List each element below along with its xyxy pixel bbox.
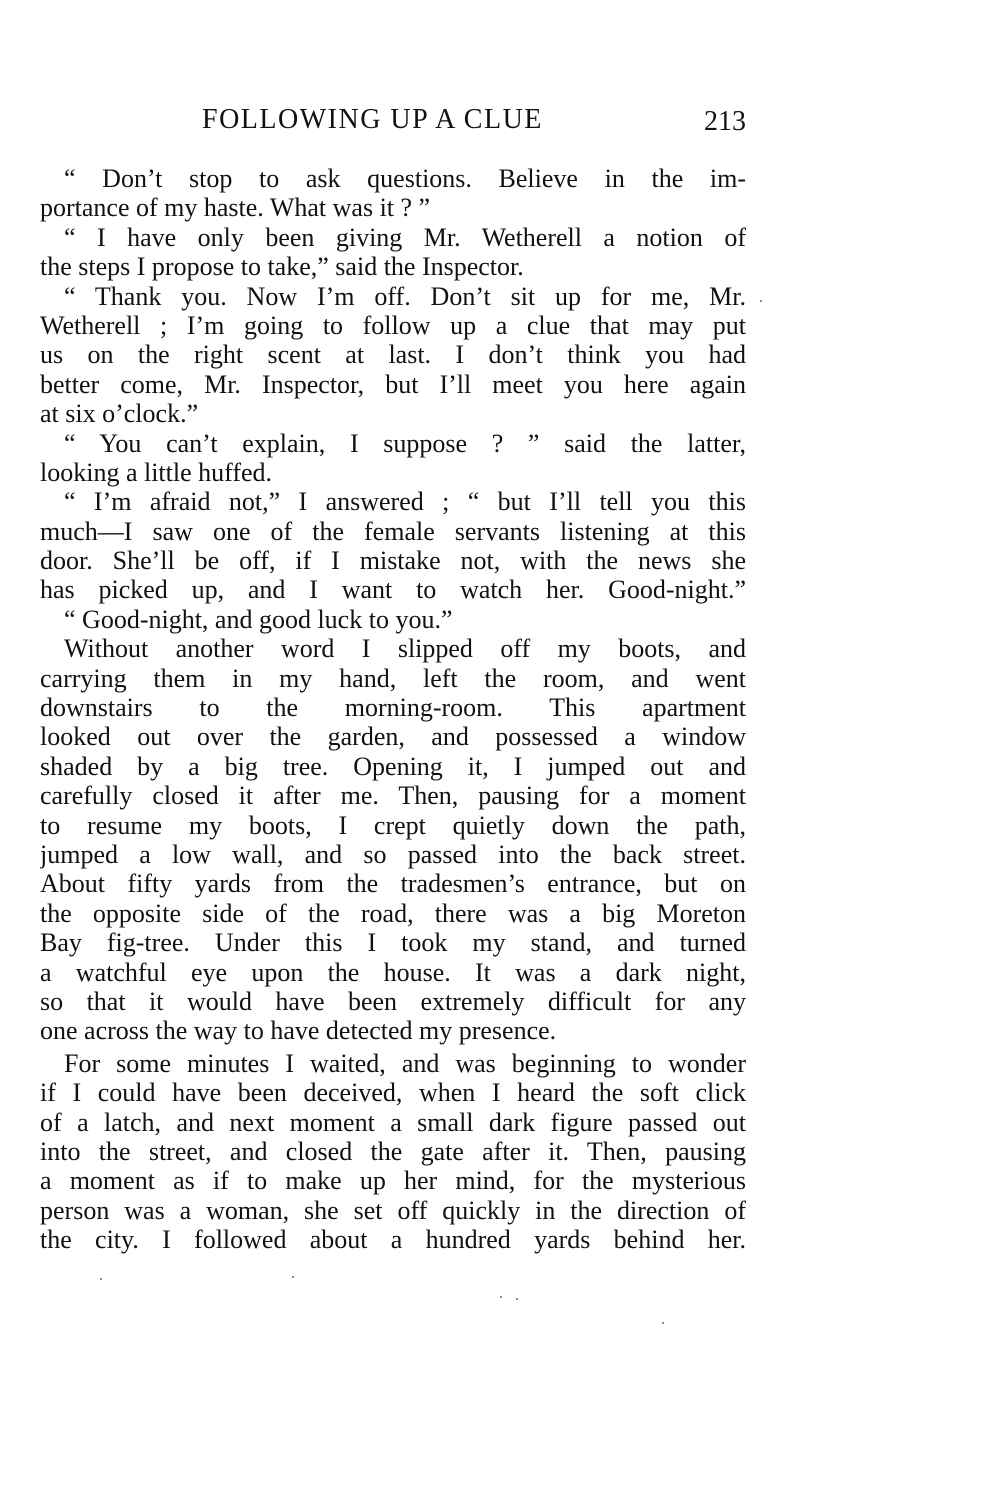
text-line: looking a little huffed.	[40, 457, 273, 487]
text-line: portance of my haste. What was it ? ”	[40, 193, 431, 223]
text-line: better come, Mr. Inspector, but I’ll meet you here again	[40, 369, 746, 399]
text-line: person was a woman, she set off quickly in the direction of	[40, 1195, 746, 1225]
text-line: “ You can’t explain, I suppose ? ” said the latter,	[64, 428, 746, 458]
text-line: looked out over the garden, and possessed a window	[40, 722, 746, 752]
text-line: has picked up, and I want to watch her. Good-night.”	[40, 575, 746, 605]
chapter-title: FOLLOWING UP A CLUE	[202, 104, 543, 135]
text-line: door. She’ll be off, if I mistake not, with the news she	[40, 546, 746, 576]
text-line: “ Don’t stop to ask questions. Believe in the im-	[64, 164, 746, 193]
text-line: one across the way to have detected my presence.	[40, 1016, 557, 1046]
page-number: 213	[704, 106, 746, 137]
text-line: so that it would have been extremely difficult for any	[40, 986, 746, 1016]
paragraph	[40, 282, 746, 429]
scan-speck	[500, 1296, 502, 1298]
paragraph	[40, 634, 746, 1045]
text-line: “ Thank you. Now I’m off. Don’t sit up for me, Mr.	[64, 281, 746, 311]
text-line: the city. I followed about a hundred yards behind her.	[40, 1225, 746, 1255]
text-line: to resume my boots, I crept quietly down the path,	[40, 810, 746, 840]
text-line: “ I’m afraid not,” I answered ; “ but I’ll tell you this	[64, 487, 746, 517]
text-line: shaded by a big tree. Opening it, I jumped out and	[40, 751, 746, 781]
text-line: much—I saw one of the female servants listening at this	[40, 516, 746, 546]
text-line: About fifty yards from the tradesmen’s entrance, but on	[40, 869, 746, 899]
running-head	[40, 104, 746, 144]
text-line: a moment as if to make up her mind, for the mysterious	[40, 1166, 746, 1196]
text-line: Bay fig-tree. Under this I took my stand, and turned	[40, 928, 746, 958]
text-line: of a latch, and next moment a small dark figure passed out	[40, 1107, 746, 1137]
text-line: Wetherell ; I’m going to follow up a clue that may put	[40, 310, 746, 340]
scan-speck	[292, 1276, 294, 1278]
paragraph	[40, 429, 746, 488]
scan-speck	[100, 1278, 102, 1280]
text-line: “ Good-night, and good luck to you.”	[64, 604, 453, 634]
text-line: carrying them in my hand, left the room, and went	[40, 663, 746, 693]
text-line: into the street, and closed the gate after it. Then, pausing	[40, 1136, 746, 1166]
text-line: carefully closed it after me. Then, pausing for a moment	[40, 781, 746, 811]
paragraph	[40, 223, 746, 282]
text-line: the opposite side of the road, there was a big Moreton	[40, 898, 746, 928]
text-line: downstairs to the morning-room. This apartment	[40, 693, 746, 723]
text-line: at six o’clock.”	[40, 399, 199, 429]
scan-speck	[760, 300, 762, 302]
text-line: if I could have been deceived, when I heard the soft click	[40, 1078, 746, 1108]
text-line: the steps I propose to take,” said the Inspector.	[40, 252, 524, 282]
scan-speck	[516, 1298, 518, 1300]
text-line: jumped a low wall, and so passed into the back street.	[40, 839, 746, 869]
text-line: “ I have only been giving Mr. Wetherell a notion of	[64, 222, 746, 252]
text-line: us on the right scent at last. I don’t think you had	[40, 340, 746, 370]
paragraph	[40, 487, 746, 605]
text-line: Without another word I slipped off my boots, and	[64, 634, 746, 664]
text-line: a watchful eye upon the house. It was a dark night,	[40, 957, 746, 987]
scan-speck	[662, 1322, 664, 1324]
paragraph	[40, 164, 746, 223]
paragraph	[40, 1049, 746, 1255]
text-line: For some minutes I waited, and was beginning to wonder	[64, 1048, 746, 1078]
paragraph	[40, 605, 746, 634]
body-text	[40, 164, 746, 1254]
